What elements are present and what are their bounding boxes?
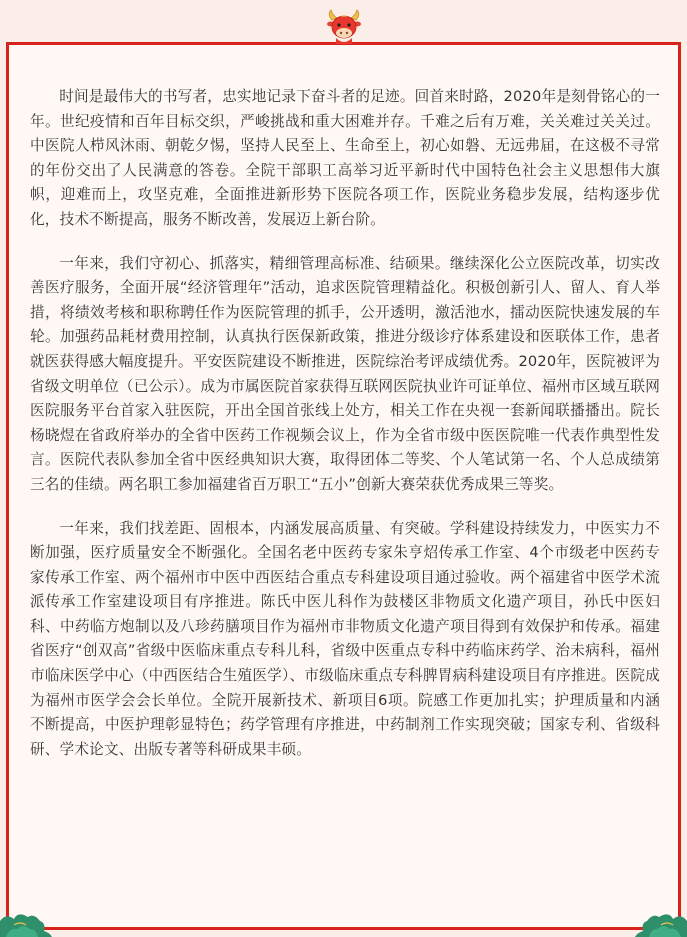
paragraph-3: 一年来，我们找差距、固根本，内涵发展高质量、有突破。学科建设持续发力，中医实力不断加强，医疗质量安全不断强化。全国名老中医药专家朱亨炤传承工作室、4个市级老中医药专家传承工作室、两个福州市中医中西医结合重点专科建设项目通过验收。两个福建省中医学术流派传承工作室建设项目有序推进。陈氏中医儿科作为鼓楼区非物质文化遗产项目，孙氏中医妇科、中药临方炮制以及八珍药膳项目作为福州市非物质文化遗产项目得到有效保护和传承。福建省医疗“创双高”省级中医临床重点专科儿科，省级中医重点专科中药临床药学、治未病科，福州市临床医学中心（中西医结合生殖医学）、市级临床重点专科脾胃病科建设项目有序推进。医院成为福州市医学会会长单位。全院开展新技术、新项目6项。院感工作更加扎实；护理质量和内涵不断提高，中医护理彰显特色；药学管理有序推进，中药制剂工作实现突破；国家专利、省级科研、学术论文、出版专著等科研成果丰硕。: [30, 519, 660, 758]
green-cloud-icon: [0, 907, 70, 937]
green-cloud-icon: [617, 907, 687, 937]
article-body: [30, 85, 660, 781]
ox-mascot-icon: [324, 8, 364, 48]
article-frame: [6, 42, 681, 930]
paragraph-2: 一年来，我们守初心、抓落实，精细管理高标准、结硕果。继续深化公立医院改革，切实改善医疗服务，全面开展“经济管理年”活动，追求医院管理精益化。积极创新引人、留人、育人举措，将绩效考核和职称聘任作为医院管理的抓手，公开透明，激活池水，擂动医院快速发展的车轮。加强药品耗材费用控制，认真执行医保新政策，推进分级诊疗体系建设和医联体工作，患者就医获得感大幅度提升。平安医院建设不断推进，医院综治考评成绩优秀。2020年，医院被评为省级文明单位（已公示）。成为市属医院首家获得互联网医院执业许可证单位、福州市区域互联网医院服务平台首家入驻医院，开出全国首张线上处方，相关工作在央视一套新闻联播播出。院长杨晓煜在省政府举办的全省中医药工作视频会议上，作为全省市级中医医院唯一代表作典型性发言。医院代表队参加全省中医经典知识大赛，取得团体二等奖、个人笔试第一名、个人总成绩第三名的佳绩。两名职工参加福建省百万职工“五小”创新大赛荣获优秀成果三等奖。: [30, 254, 660, 493]
paragraph-1: 时间是最伟大的书写者，忠实地记录下奋斗者的足迹。回首来时路，2020年是刻骨铭心的一年。世纪疫情和百年目标交织，严峻挑战和重大困难并存。千难之后有万难，关关难过关关过。中医院人栉风沐雨、朝乾夕惕，坚持人民至上、生命至上，初心如磐、无远弗届，在这极不寻常的年份交出了人民满意的答卷。全院干部职工高举习近平新时代中国特色社会主义思想伟大旗帜，迎难而上，攻坚克难，全面推进新形势下医院各项工作，医院业务稳步发展，结构逐步优化，技术不断提高，服务不断改善，发展迈上新台阶。: [30, 88, 660, 228]
